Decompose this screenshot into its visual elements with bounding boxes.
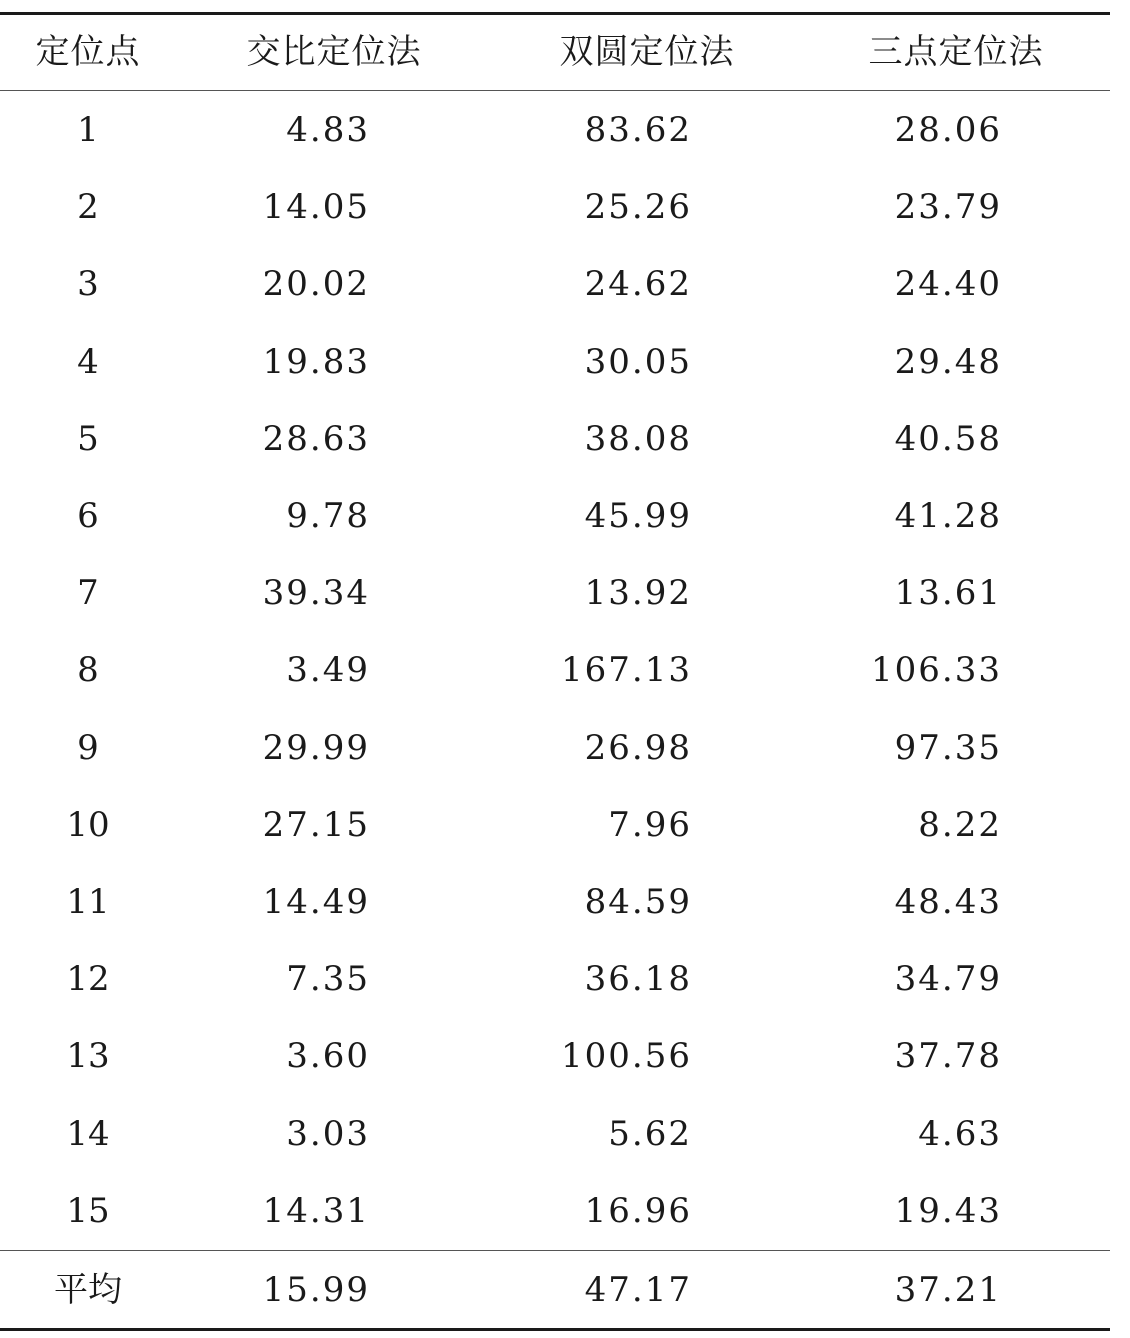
footer-rule: [0, 1250, 1110, 1251]
header-point: 定位点: [35, 32, 141, 72]
cell-three-point: 8.22: [918, 804, 1002, 845]
table-row: [0, 555, 1110, 632]
cell-cross-ratio: 27.15: [262, 804, 370, 845]
header-rule: [0, 90, 1110, 91]
table-row: [0, 1018, 1110, 1095]
cell-three-point: 23.79: [894, 187, 1002, 228]
cell-point: 9: [77, 727, 99, 768]
cell-cross-ratio: 9.78: [286, 496, 370, 536]
table-row: [0, 1096, 1110, 1173]
cell-point: 15: [66, 1190, 110, 1231]
cell-three-point: 19.43: [894, 1190, 1002, 1231]
cell-point: 3: [77, 264, 99, 305]
table-row: [0, 1173, 1110, 1250]
table-row: [0, 787, 1110, 864]
average-three-point: 37.21: [894, 1270, 1002, 1310]
cell-double-circle: 45.99: [584, 496, 692, 536]
cell-cross-ratio: 7.35: [286, 959, 370, 1000]
cell-double-circle: 13.92: [584, 573, 692, 614]
cell-double-circle: 167.13: [561, 650, 692, 691]
cell-double-circle: 100.56: [561, 1036, 692, 1077]
table-row: [0, 941, 1110, 1018]
cell-point: 10: [66, 804, 110, 845]
header-row: [0, 14, 1110, 91]
cell-three-point: 34.79: [894, 959, 1002, 1000]
average-double-circle: 47.17: [584, 1270, 692, 1310]
header-three-point: 三点定位法: [868, 32, 1044, 72]
cell-double-circle: 36.18: [584, 959, 692, 1000]
cell-double-circle: 30.05: [584, 341, 692, 382]
cell-point: 1: [77, 110, 99, 150]
cell-three-point: 40.58: [894, 418, 1002, 459]
cell-double-circle: 7.96: [608, 804, 692, 845]
cell-cross-ratio: 28.63: [262, 418, 370, 459]
cell-double-circle: 24.62: [584, 264, 692, 305]
table-row: [0, 478, 1110, 555]
cell-point: 2: [77, 187, 99, 228]
cell-point: 14: [66, 1113, 110, 1154]
cell-cross-ratio: 3.49: [286, 650, 370, 691]
cell-three-point: 37.78: [894, 1036, 1002, 1077]
cell-point: 5: [77, 418, 99, 459]
cell-three-point: 28.06: [894, 110, 1002, 150]
table-row: [0, 324, 1110, 401]
header-double-circle: 双圆定位法: [559, 32, 735, 72]
cell-cross-ratio: 14.05: [262, 187, 370, 228]
average-row: [0, 1252, 1110, 1329]
cell-cross-ratio: 19.83: [262, 341, 370, 382]
cell-point: 4: [77, 341, 99, 382]
cell-double-circle: 26.98: [584, 727, 692, 768]
cell-cross-ratio: 3.03: [286, 1113, 370, 1154]
cell-cross-ratio: 39.34: [262, 573, 370, 614]
cell-double-circle: 84.59: [584, 882, 692, 922]
cell-point: 11: [66, 882, 110, 922]
cell-double-circle: 38.08: [584, 418, 692, 459]
cell-point: 12: [66, 959, 110, 1000]
table-row: [0, 246, 1110, 323]
table-row: [0, 169, 1110, 246]
cell-three-point: 106.33: [871, 650, 1002, 691]
table-row: [0, 710, 1110, 787]
cell-three-point: 24.40: [894, 264, 1002, 305]
header-cross-ratio: 交比定位法: [246, 32, 422, 72]
cell-three-point: 41.28: [894, 496, 1002, 536]
table-row: [0, 864, 1110, 941]
cell-point: 7: [77, 573, 99, 614]
cell-point: 6: [77, 496, 99, 536]
cell-cross-ratio: 20.02: [262, 264, 370, 305]
average-label: 平均: [54, 1270, 122, 1310]
cell-point: 8: [77, 650, 99, 691]
cell-cross-ratio: 29.99: [262, 727, 370, 768]
average-cross-ratio: 15.99: [262, 1270, 370, 1310]
cell-three-point: 13.61: [894, 573, 1002, 614]
cell-cross-ratio: 14.31: [262, 1190, 370, 1231]
table-row: [0, 401, 1110, 478]
cell-cross-ratio: 3.60: [286, 1036, 370, 1077]
table-row: [0, 632, 1110, 709]
cell-double-circle: 16.96: [584, 1190, 692, 1231]
cell-cross-ratio: 4.83: [286, 110, 370, 150]
cell-point: 13: [66, 1036, 110, 1077]
cell-double-circle: 83.62: [584, 110, 692, 150]
cell-three-point: 4.63: [918, 1113, 1002, 1154]
cell-three-point: 48.43: [894, 882, 1002, 922]
cell-double-circle: 5.62: [608, 1113, 692, 1154]
cell-three-point: 97.35: [894, 727, 1002, 768]
cell-cross-ratio: 14.49: [262, 882, 370, 922]
cell-three-point: 29.48: [894, 341, 1002, 382]
table-row: [0, 92, 1110, 169]
bottom-rule: [0, 1328, 1110, 1331]
cell-double-circle: 25.26: [584, 187, 692, 228]
